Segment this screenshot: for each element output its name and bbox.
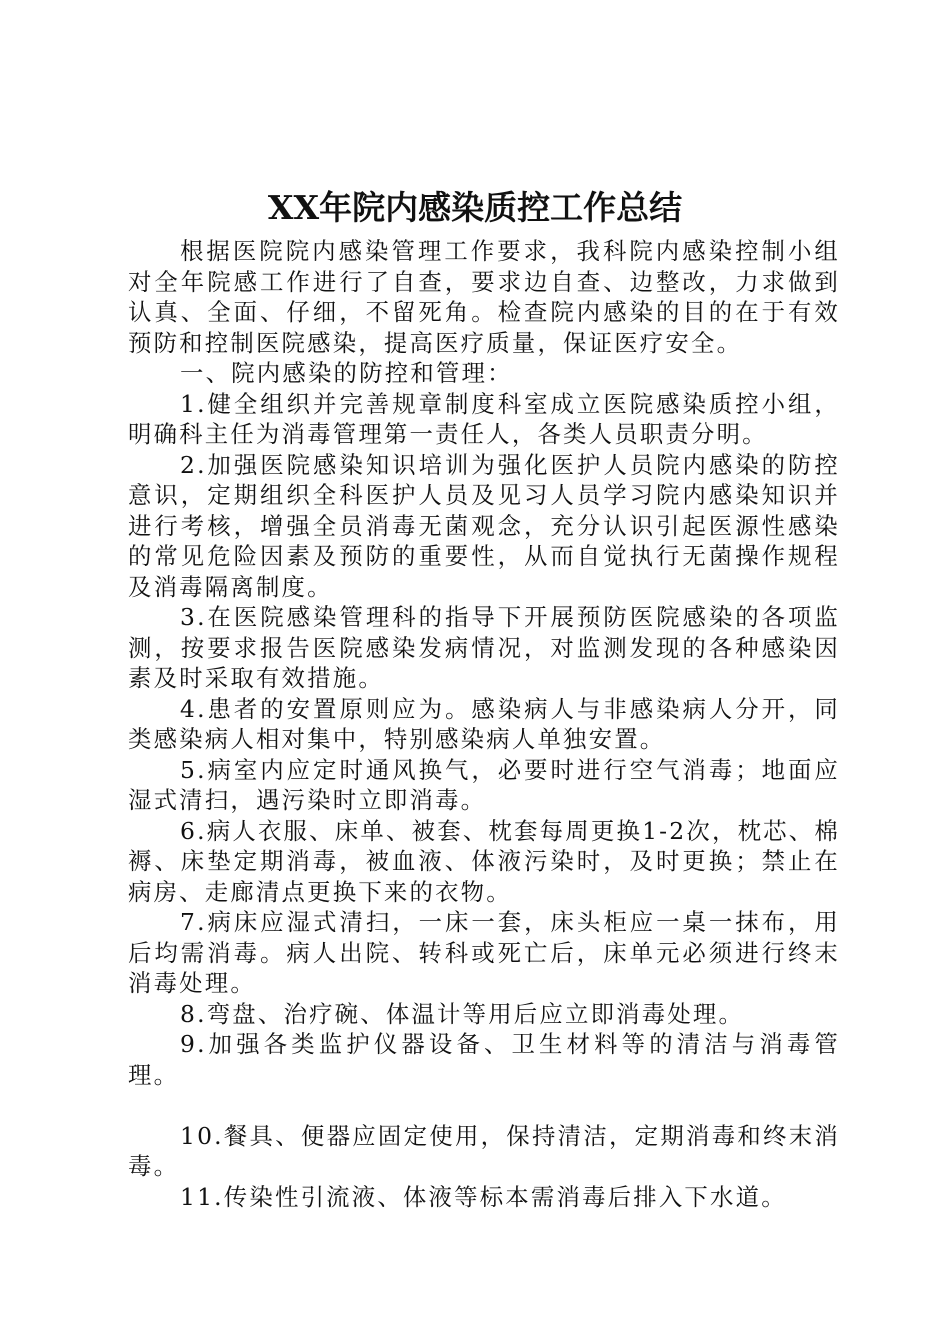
section-heading: 一、院内感染的防控和管理：: [180, 359, 513, 387]
blank-line: [128, 1090, 840, 1121]
list-item-4: 4.患者的安置原则应为。感染病人与非感染病人分开，同类感染病人相对集中，特别感染病人单独安置。: [128, 694, 840, 753]
list-item-9: 9.加强各类监护仪器设备、卫生材料等的清洁与消毒管理。: [128, 1030, 840, 1089]
intro-paragraph: 根据医院院内感染管理工作要求，我科院内感染控制小组对全年院感工作进行了自查，要求边自查、边整改，力求做到认真、全面、仔细，不留死角。检查院内感染的目的在于有效预防和控制医院感染，提高医疗质量，保证医疗安全。: [128, 237, 840, 357]
list-item-8: 8.弯盘、治疗碗、体温计等用后应立即消毒处理。: [180, 999, 745, 1028]
list-item-7: 7.病床应湿式清扫，一床一套，床头柜应一桌一抹布，用后均需消毒。病人出院、转科或死亡后，床单元必须进行终末消毒处理。: [128, 908, 840, 997]
list-item-3: 3.在医院感染管理科的指导下开展预防医院感染的各项监测，按要求报告医院感染发病情况，对监测发现的各种感染因素及时采取有效措施。: [128, 603, 840, 692]
document-body: [128, 236, 840, 1212]
list-item-6: 6.病人衣服、床单、被套、枕套每周更换1-2次，枕芯、棉褥、床垫定期消毒，被血液、体液污染时，及时更换；禁止在病房、走廊清点更换下来的衣物。: [128, 816, 840, 906]
list-item-10: 10.餐具、便器应固定使用，保持清洁，定期消毒和终末消毒。: [128, 1121, 840, 1180]
list-item-5: 5.病室内应定时通风换气，必要时进行空气消毒；地面应湿式清扫，遇污染时立即消毒。: [128, 755, 840, 814]
list-item-1: 1.健全组织并完善规章制度科室成立医院感染质控小组，明确科主任为消毒管理第一责任人，各类人员职责分明。: [128, 389, 840, 448]
list-item-11: 11.传染性引流液、体液等标本需消毒后排入下水道。: [180, 1182, 787, 1211]
document-title: XX年院内感染质控工作总结: [267, 188, 683, 227]
list-item-2: 2.加强医院感染知识培训为强化医护人员院内感染的防控意识，定期组织全科医护人员及见习人员学习院内感染知识并进行考核，增强全员消毒无菌观念，充分认识引起医源性感染的常见危险因素及预防的重要性，从而自觉执行无菌操作规程及消毒隔离制度。: [128, 450, 840, 601]
